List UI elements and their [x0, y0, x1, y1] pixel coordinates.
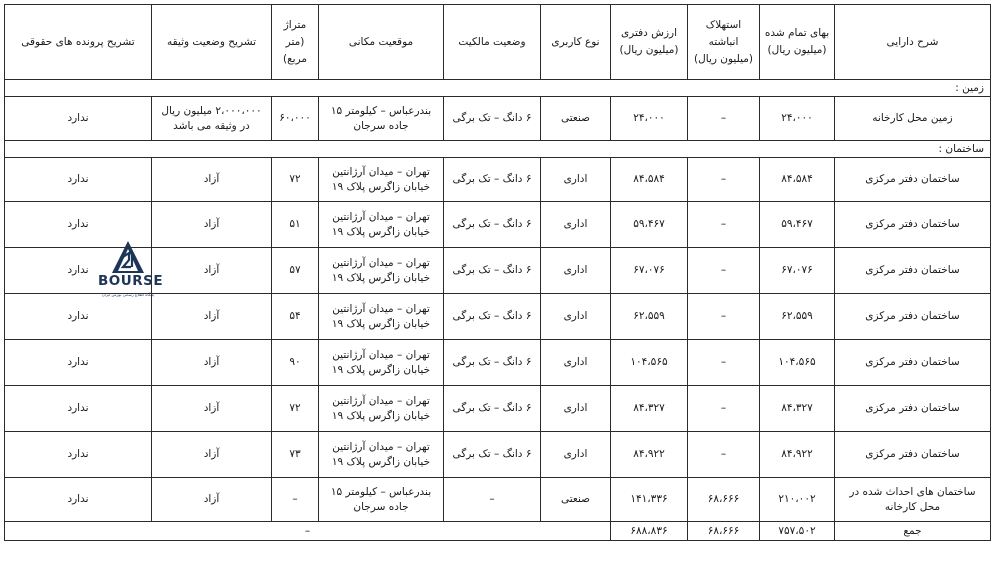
- header-book-value: ارزش دفتری (میلیون ریال): [611, 5, 688, 80]
- cell-asset: ساختمان دفتر مرکزی: [835, 294, 991, 340]
- section-building-label: ساختمان :: [5, 141, 991, 158]
- cell-ownership: ۶ دانگ – تک برگی: [444, 294, 541, 340]
- cell-usage: اداری: [541, 248, 611, 294]
- cell-legal: ندارد: [5, 97, 152, 141]
- cell-legal: ندارد: [5, 248, 152, 294]
- cell-book-value: ۱۰۴،۵۶۵: [611, 340, 688, 386]
- cell-cost: ۶۲،۵۵۹: [760, 294, 835, 340]
- cell-book-value: ۶۷،۰۷۶: [611, 248, 688, 294]
- cell-mortgage: آزاد: [152, 294, 272, 340]
- total-rest: –: [5, 522, 611, 541]
- cell-depreciation: –: [688, 248, 760, 294]
- table-header-row: [5, 5, 991, 80]
- cell-book-value: ۶۲،۵۵۹: [611, 294, 688, 340]
- section-building-row: [5, 141, 991, 158]
- cell-ownership: ۶ دانگ – تک برگی: [444, 248, 541, 294]
- cell-cost: ۲۴،۰۰۰: [760, 97, 835, 141]
- total-row: [5, 522, 991, 541]
- total-depreciation: ۶۸،۶۶۶: [688, 522, 760, 541]
- cell-legal: ندارد: [5, 158, 152, 202]
- cell-cost: ۲۱۰،۰۰۲: [760, 478, 835, 522]
- cell-depreciation: –: [688, 202, 760, 248]
- cell-usage: اداری: [541, 340, 611, 386]
- header-usage: نوع کاربری: [541, 5, 611, 80]
- cell-mortgage: آزاد: [152, 158, 272, 202]
- cell-asset: زمین محل کارخانه: [835, 97, 991, 141]
- cell-asset: ساختمان دفتر مرکزی: [835, 158, 991, 202]
- cell-area: ۷۲: [272, 386, 319, 432]
- cell-depreciation: –: [688, 386, 760, 432]
- table-row: [5, 478, 991, 522]
- cell-location: تهران – میدان آرژانتین خیابان زاگرس پلاک ۱۹: [319, 248, 444, 294]
- cell-depreciation: –: [688, 158, 760, 202]
- header-asset: شرح دارایی: [835, 5, 991, 80]
- cell-cost: ۸۴،۳۲۷: [760, 386, 835, 432]
- total-book-value: ۶۸۸،۸۳۶: [611, 522, 688, 541]
- cell-location: تهران – میدان آرژانتین خیابان زاگرس پلاک ۱۹: [319, 158, 444, 202]
- cell-ownership: ۶ دانگ – تک برگی: [444, 158, 541, 202]
- cell-usage: صنعتی: [541, 97, 611, 141]
- cell-usage: اداری: [541, 294, 611, 340]
- cell-book-value: ۸۴،۹۲۲: [611, 432, 688, 478]
- cell-usage: صنعتی: [541, 478, 611, 522]
- total-label: جمع: [835, 522, 991, 541]
- cell-book-value: ۱۴۱،۳۳۶: [611, 478, 688, 522]
- cell-depreciation: –: [688, 294, 760, 340]
- header-legal: تشریح پرونده های حقوقی: [5, 5, 152, 80]
- cell-cost: ۸۴،۹۲۲: [760, 432, 835, 478]
- cell-asset: ساختمان های احداث شده در محل کارخانه: [835, 478, 991, 522]
- cell-depreciation: –: [688, 97, 760, 141]
- header-ownership: وضعیت مالکیت: [444, 5, 541, 80]
- cell-usage: اداری: [541, 158, 611, 202]
- cell-ownership: –: [444, 478, 541, 522]
- cell-area: ۷۲: [272, 158, 319, 202]
- cell-area: ۶۰،۰۰۰: [272, 97, 319, 141]
- cell-depreciation: –: [688, 340, 760, 386]
- header-cost: بهای تمام شده (میلیون ریال): [760, 5, 835, 80]
- header-mortgage: تشریح وضعیت وثیقه: [152, 5, 272, 80]
- total-cost: ۷۵۷،۵۰۲: [760, 522, 835, 541]
- cell-cost: ۵۹،۴۶۷: [760, 202, 835, 248]
- cell-depreciation: ۶۸،۶۶۶: [688, 478, 760, 522]
- cell-location: بندرعباس – کیلومتر ۱۵ جاده سرجان: [319, 478, 444, 522]
- cell-book-value: ۲۴،۰۰۰: [611, 97, 688, 141]
- header-depreciation: استهلاک انباشته (میلیون ریال): [688, 5, 760, 80]
- cell-location: تهران – میدان آرژانتین خیابان زاگرس پلاک ۱۹: [319, 294, 444, 340]
- table-row: [5, 432, 991, 478]
- header-location: موقعیت مکانی: [319, 5, 444, 80]
- section-land-label: زمین :: [5, 80, 991, 97]
- cell-ownership: ۶ دانگ – تک برگی: [444, 340, 541, 386]
- cell-area: ۷۳: [272, 432, 319, 478]
- cell-asset: ساختمان دفتر مرکزی: [835, 340, 991, 386]
- cell-ownership: ۶ دانگ – تک برگی: [444, 386, 541, 432]
- cell-mortgage: آزاد: [152, 478, 272, 522]
- table-row: [5, 340, 991, 386]
- cell-legal: ندارد: [5, 386, 152, 432]
- cell-asset: ساختمان دفتر مرکزی: [835, 202, 991, 248]
- cell-location: تهران – میدان آرژانتین خیابان زاگرس پلاک ۱۹: [319, 432, 444, 478]
- cell-area: ۵۴: [272, 294, 319, 340]
- cell-legal: ندارد: [5, 432, 152, 478]
- cell-asset: ساختمان دفتر مرکزی: [835, 248, 991, 294]
- table-row: [5, 386, 991, 432]
- cell-asset: ساختمان دفتر مرکزی: [835, 386, 991, 432]
- cell-area: –: [272, 478, 319, 522]
- cell-area: ۹۰: [272, 340, 319, 386]
- section-land-row: [5, 80, 991, 97]
- cell-legal: ندارد: [5, 478, 152, 522]
- table-row: [5, 158, 991, 202]
- cell-mortgage: آزاد: [152, 340, 272, 386]
- cell-legal: ندارد: [5, 294, 152, 340]
- cell-depreciation: –: [688, 432, 760, 478]
- cell-mortgage: آزاد: [152, 202, 272, 248]
- bourse-logo-icon: [98, 240, 158, 274]
- header-area: متراژ (متر مربع): [272, 5, 319, 80]
- logo-tagline: پایگاه اطلاع رسانی بورس ایران: [101, 292, 155, 297]
- cell-mortgage: آزاد: [152, 432, 272, 478]
- cell-ownership: ۶ دانگ – تک برگی: [444, 432, 541, 478]
- cell-asset: ساختمان دفتر مرکزی: [835, 432, 991, 478]
- cell-mortgage: ۲،۰۰۰،۰۰۰ میلیون ریال در وثیقه می باشد: [152, 97, 272, 141]
- cell-usage: اداری: [541, 202, 611, 248]
- logo-word: BOURSE: [98, 273, 164, 289]
- cell-legal: ندارد: [5, 202, 152, 248]
- cell-location: تهران – میدان آرژانتین خیابان زاگرس پلاک ۱۹: [319, 340, 444, 386]
- bourse-watermark-logo: [98, 240, 164, 308]
- cell-ownership: ۶ دانگ – تک برگی: [444, 97, 541, 141]
- cell-cost: ۸۴،۵۸۴: [760, 158, 835, 202]
- cell-book-value: ۵۹،۴۶۷: [611, 202, 688, 248]
- cell-cost: ۶۷،۰۷۶: [760, 248, 835, 294]
- cell-location: تهران – میدان آرژانتین خیابان زاگرس پلاک ۱۹: [319, 386, 444, 432]
- cell-location: تهران – میدان آرژانتین خیابان زاگرس پلاک ۱۹: [319, 202, 444, 248]
- cell-legal: ندارد: [5, 340, 152, 386]
- cell-usage: اداری: [541, 432, 611, 478]
- cell-area: ۵۷: [272, 248, 319, 294]
- cell-area: ۵۱: [272, 202, 319, 248]
- cell-mortgage: آزاد: [152, 248, 272, 294]
- cell-ownership: ۶ دانگ – تک برگی: [444, 202, 541, 248]
- cell-usage: اداری: [541, 386, 611, 432]
- cell-location: بندرعباس – کیلومتر ۱۵ جاده سرجان: [319, 97, 444, 141]
- cell-book-value: ۸۴،۳۲۷: [611, 386, 688, 432]
- cell-cost: ۱۰۴،۵۶۵: [760, 340, 835, 386]
- cell-mortgage: آزاد: [152, 386, 272, 432]
- cell-book-value: ۸۴،۵۸۴: [611, 158, 688, 202]
- table-row: [5, 97, 991, 141]
